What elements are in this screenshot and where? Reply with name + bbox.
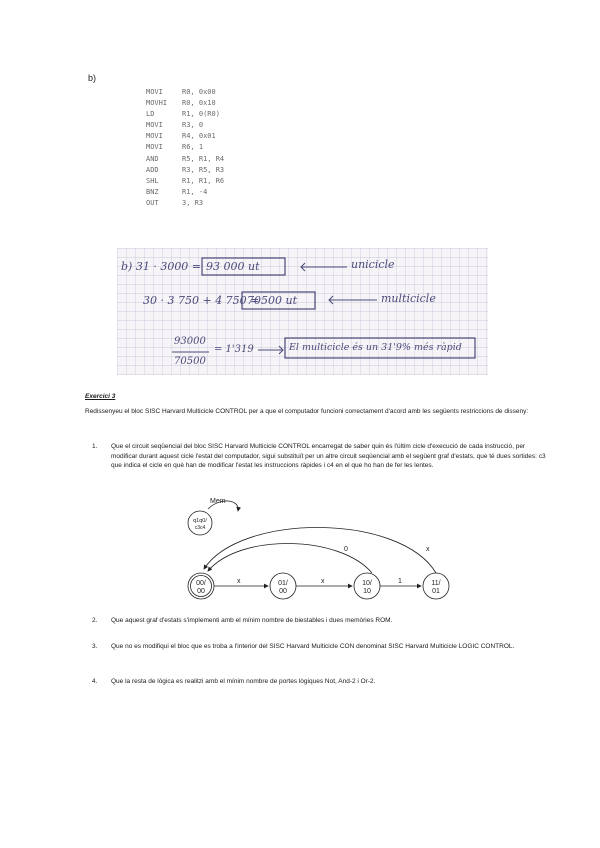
code-line bbox=[146, 131, 224, 142]
code-opcode: BNZ bbox=[146, 187, 159, 196]
handwritten-answer-photo bbox=[117, 248, 488, 375]
item-number: 4. bbox=[92, 678, 98, 685]
code-operands: R5, R1, R4 bbox=[182, 154, 225, 163]
code-opcode: MOVI bbox=[146, 88, 163, 96]
label-s3-s0: x bbox=[426, 546, 430, 553]
code-operands: R3, 0 bbox=[182, 121, 204, 130]
state-graph-diagram bbox=[180, 493, 460, 605]
code-line bbox=[146, 98, 224, 109]
hw-line1-boxed: 93 000 ut bbox=[206, 260, 260, 273]
state-2-top: 10/ bbox=[362, 580, 372, 587]
label-s0-s1: x bbox=[237, 578, 241, 585]
item-number: 2. bbox=[92, 617, 98, 624]
code-line bbox=[146, 165, 224, 176]
code-operands: R0, 0x00 bbox=[182, 88, 216, 96]
transition-s3-s0 bbox=[204, 527, 436, 573]
code-line bbox=[146, 154, 224, 165]
state-1-bottom: 00 bbox=[279, 588, 287, 595]
item-number: 1. bbox=[92, 443, 98, 450]
code-operands: 3, R3 bbox=[182, 198, 204, 207]
code-operands: R0, 0x10 bbox=[182, 99, 216, 108]
hw-line1-note: unicicle bbox=[351, 258, 395, 271]
state-3-bottom: 01 bbox=[432, 588, 440, 595]
label-s2-s0: 0 bbox=[344, 546, 348, 553]
state-1-top: 01/ bbox=[278, 580, 288, 587]
item-text: Que no es modifiqui el bloc que es troba a l'interior del SISC Harvard Multicicle CON denominat SISC Harvard Multicicle LOGIC CONTROL. bbox=[111, 643, 515, 650]
hw-line2-prefix: 30 · 3 750 + 4 750 = bbox=[143, 294, 260, 307]
item-number: 3. bbox=[92, 643, 98, 650]
code-operands: R3, R5, R3 bbox=[182, 165, 225, 174]
code-operands: R1, R1, R6 bbox=[182, 176, 225, 185]
code-operands: R1, 0(R0) bbox=[182, 110, 220, 119]
requirement-item-1 bbox=[92, 442, 552, 482]
item-text: Que la resta de lògica es realitzi amb el mínim nombre de portes lògiques Not, And-2 i Or-2. bbox=[111, 678, 376, 685]
code-opcode: SHL bbox=[146, 176, 159, 185]
item-text: Que aquest graf d'estats s'implementi amb el mínim nombre de biestables i dues memòries ROM. bbox=[111, 617, 393, 624]
hw-ratio: = 1'319 bbox=[214, 344, 254, 355]
code-line bbox=[146, 109, 224, 120]
label-s1-s2: x bbox=[321, 578, 325, 585]
code-line bbox=[146, 120, 224, 131]
hw-line1-prefix: b) 31 · 3000 = bbox=[121, 260, 202, 273]
code-opcode: MOVHI bbox=[146, 99, 168, 108]
state-0-top: 00/ bbox=[196, 580, 206, 587]
code-opcode: LD bbox=[146, 110, 155, 119]
code-line bbox=[146, 176, 224, 187]
hw-line2-boxed: 70500 ut bbox=[247, 294, 297, 307]
code-opcode: MOVI bbox=[146, 121, 163, 130]
code-opcode: MOVI bbox=[146, 132, 163, 141]
code-line bbox=[146, 187, 224, 198]
assembly-code bbox=[146, 87, 224, 209]
exercise-title: Exercici 3 bbox=[85, 393, 116, 400]
state-2-bottom: 10 bbox=[363, 588, 371, 595]
requirement-item-3 bbox=[92, 642, 552, 664]
part-label: b) bbox=[88, 73, 97, 83]
requirement-item-2 bbox=[92, 616, 552, 628]
legend-top: q1q0/ bbox=[193, 518, 207, 524]
hw-denominator: 70500 bbox=[174, 356, 206, 367]
state-0-bottom: 00 bbox=[197, 588, 205, 595]
code-line bbox=[146, 87, 224, 98]
code-line bbox=[146, 142, 224, 153]
code-opcode: ADD bbox=[146, 165, 159, 174]
code-operands: R4, 0x01 bbox=[182, 132, 216, 141]
code-operands: R6, 1 bbox=[182, 143, 204, 152]
hw-numerator: 93000 bbox=[174, 336, 206, 347]
code-opcode: OUT bbox=[146, 198, 159, 207]
hw-line2-note: multicicle bbox=[381, 292, 436, 305]
code-operands: R1, -4 bbox=[182, 187, 208, 196]
hw-line3-boxed: El multicicle és un 31'9% més ràpid bbox=[289, 342, 462, 353]
label-s2-s3: 1 bbox=[398, 578, 402, 585]
code-opcode: AND bbox=[146, 154, 159, 163]
mem-label: Mem bbox=[210, 498, 226, 505]
code-opcode: MOVI bbox=[146, 143, 163, 152]
item-text: Que el circuit seqüencial del bloc SISC Harvard Multicicle CONTROL encarregat de saber quin és l'últim cicle d'execució de cada instrucció, per modificar durant aquest cicle l'estat del computador, sigui substituït per un altre circuit seqüencial amb el següent graf d'estats, que té dues sortides: c3 que indica el cicle en què han de modificar l'estat les instruccions ràpides i c4 en el que ho han de fer les lentes. bbox=[111, 443, 546, 469]
code-line bbox=[146, 198, 224, 209]
state-3-top: 11/ bbox=[431, 580, 441, 587]
requirement-item-4 bbox=[92, 677, 552, 689]
legend-bottom: c3c4 bbox=[194, 525, 206, 531]
exercise-intro: Redissenyeu el bloc SISC Harvard Multicicle CONTROL per a que el computador funcioni correctament d'acord amb les següents restriccions de disseny: bbox=[85, 408, 529, 415]
